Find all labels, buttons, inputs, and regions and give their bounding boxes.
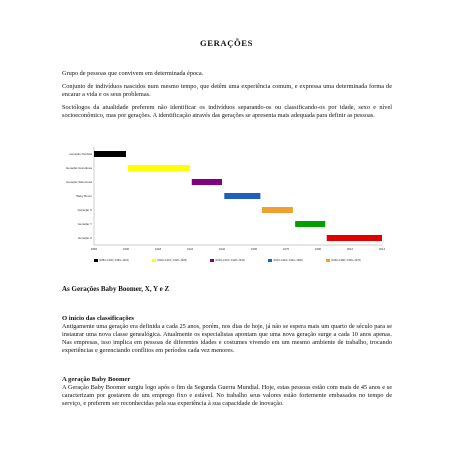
category-label: Geração Perdida [69,152,92,156]
timeline-bar [295,221,325,227]
paragraph-3: Sociólogos da atualidade preferem não identificar os indivíduos separando-os ou classificando-os por idade, sexo e nível socioeconômico, mas por gerações. A identificação através das gerações se apresenta mais adequada para definir as pessoas. [62,104,392,119]
subsection-text-1: Antigamente uma geração era definida a cada 25 anos, porém, nos dias de hoje, já não se espera mais um quarto de século para se instaurar uma nova classe genealógica. Atualmente os especialistas apontam que uma nova geração surge a cada 10 anos apenas. Nas empresas, isso implica em pessoas de diferentes idades e costumes vivendo em um mesmo ambiente de trabalho, trocando experiências e gerenciando conflitos em períodos cada vez menores. [62,323,392,354]
legend-label: (1943~1964 | 1946~1960) [273,259,303,263]
x-tick-label: 1990 [314,247,322,251]
legend-swatch [152,259,156,262]
timeline-bar [262,207,293,213]
legend-swatch [210,259,214,262]
legend-swatch [268,259,272,262]
x-tick-label: 1918 [154,247,162,251]
generations-timeline-chart [62,143,392,273]
x-tick-label: 1883 [90,247,98,251]
subsection-text-2: A Geração Baby Boomer surgiu logo após o fim da Segunda Guerra Mundial. Hoje, estas pessoas estão com mais de 45 anos e se caracterizam por gostarem de um emprego fixo e estável. No trabalho seus valores estão fortemente embasados no tempo de serviço, e preferem ser reconhecidas pela sua experiência à sua capacidade de inovação. [62,384,392,407]
timeline-bar [94,151,126,157]
chart-svg [62,143,392,273]
chart-legend [94,259,394,267]
paragraph-1: Grupo de pessoas que convivem em determinada época. [62,70,204,77]
legend-swatch [326,259,330,262]
category-label: Geração Silenciosa [65,180,92,184]
legend-item [152,259,187,262]
legend-label: (1900~1924 | 1925~1925) [157,259,187,263]
subsection-title-1: O início das classificações [62,315,134,322]
legend-item [94,259,129,262]
x-tick-label: 1900 [122,247,130,251]
x-tick-label: 2014 [378,247,386,251]
category-label: Geração X [77,208,92,212]
category-label: Geração Y [77,222,92,226]
legend-swatch [94,259,98,262]
timeline-bar [192,179,222,185]
page-title: GERAÇÕES [199,38,254,48]
legend-item [268,259,303,262]
timeline-bar [327,235,382,241]
paragraph-2: Conjunto de indivíduos nascidos num mesmo tempo, que detêm uma experiência comum, e expressa uma determinada forma de encarar a vida e os seus problemas. [62,83,392,98]
x-tick-label: 1956 [250,247,258,251]
category-label: Geração Z [77,236,92,240]
timeline-bar [224,193,260,199]
category-label: Geração Grandiosa [65,166,92,170]
legend-label: (1883~1900 | 1983~1924) [99,259,129,263]
timeline-bar [128,165,190,171]
x-tick-label: 2012 [346,247,354,251]
legend-label: (1960~1980 | 1965~1976) [331,259,361,263]
category-label: Baby Boom [76,194,92,198]
x-tick-label: 1924 [186,247,194,251]
x-tick-label: 1942 [218,247,226,251]
legend-label: (1925~1943 | 1928~1942) [215,259,245,263]
legend-item [326,259,361,262]
section-title: As Gerações Baby Boomer, X, Y e Z [62,285,170,293]
legend-item [210,259,245,262]
subsection-title-2: A geração Baby Boomer [62,376,131,383]
x-tick-label: 1976 [282,247,290,251]
